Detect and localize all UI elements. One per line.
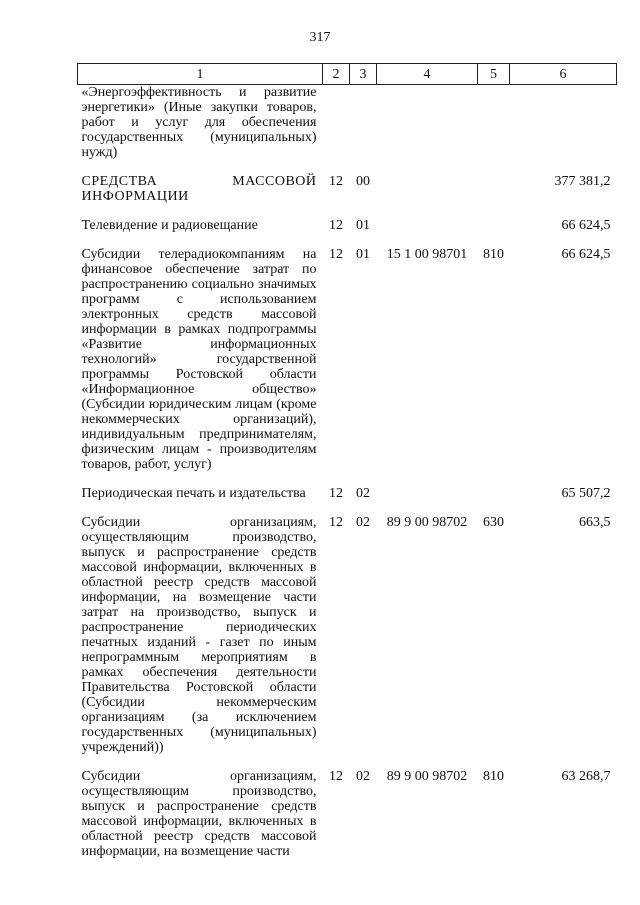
table-row: [78, 486, 617, 515]
row-name: СРЕДСТВА МАССОВОЙ ИНФОРМАЦИИ: [81, 174, 317, 204]
row-name: «Энергоэффективность и развитие энергетики» (Иные закупки товаров, работ и услуг для обеспечения государственных (муниципальных) нужд): [81, 85, 317, 160]
table-row: [78, 218, 617, 247]
row-subsection: 01: [356, 218, 370, 233]
table-row: [78, 85, 617, 175]
row-subsection: [350, 85, 377, 175]
column-header: 4: [377, 64, 478, 85]
row-sum: 663,5: [579, 515, 611, 530]
row-target-article: [377, 85, 478, 175]
row-section: 12: [329, 247, 343, 262]
row-expense-type: 810: [483, 247, 504, 262]
table-row: [78, 769, 617, 859]
row-expense-type: [478, 85, 510, 175]
row-name: Субсидии организациям, осуществляющим производство, выпуск и распространение средств массовой информации, включенных в областной реестр средств массовой информации, на возмещение части: [81, 769, 317, 859]
row-target-article: [377, 174, 478, 218]
table-header-row: [78, 64, 617, 85]
row-target-article: 15 1 00 98701: [386, 247, 468, 262]
row-expense-type: [478, 218, 510, 247]
row-expense-type: 630: [483, 515, 504, 530]
row-subsection: 02: [356, 515, 370, 530]
row-name: Субсидии телерадиокомпаниям на финансовое обеспечение затрат по распространению социально значимых программ с использованием электронных средств массовой информации в рамках подпрограммы «Развитие информационных технологий» государственной программы Ростовской области «Информационное общество» (Субсидии юридическим лицам (кроме некоммерческих организаций), индивидуальным предпринимателям, физическим лицам - производителям товаров, работ, услуг): [81, 247, 317, 472]
row-sum: 66 624,5: [561, 247, 611, 262]
row-section: 12: [329, 218, 343, 233]
page-number: 317: [309, 30, 331, 45]
row-name: Телевидение и радиовещание: [81, 218, 258, 233]
row-target-article: [377, 486, 478, 515]
row-section: 12: [329, 486, 343, 501]
row-subsection: 01: [356, 247, 370, 262]
column-header: 6: [510, 64, 617, 85]
row-target-article: 89 9 00 98702: [386, 515, 468, 530]
row-target-article: [377, 218, 478, 247]
row-subsection: 00: [356, 174, 370, 189]
row-section: 12: [329, 515, 343, 530]
row-section: [323, 85, 350, 175]
row-expense-type: 810: [483, 769, 504, 784]
column-header: 3: [350, 64, 377, 85]
row-sum: 63 268,7: [561, 769, 611, 784]
budget-table: [77, 63, 617, 859]
table-row: [78, 174, 617, 218]
row-section: 12: [329, 769, 343, 784]
row-sum: 66 624,5: [561, 218, 611, 233]
row-name: Субсидии организациям, осуществляющим производство, выпуск и распространение средств массовой информации, включенных в областной реестр средств массовой информации, на возмещение части затрат на производство, выпуск и распространение периодических печатных изданий - газет по иным непрограммным мероприятиям в рамках обеспечения деятельности Правительства Ростовской области (Субсидии некоммерческим организациям (за исключением государственных (муниципальных) учреждений)): [81, 515, 317, 755]
row-subsection: 02: [356, 769, 370, 784]
row-sum: 377 381,2: [554, 174, 611, 189]
column-header: 1: [78, 64, 323, 85]
row-target-article: 89 9 00 98702: [386, 769, 468, 784]
row-sum: [510, 85, 617, 175]
table-row: [78, 515, 617, 769]
row-subsection: 02: [356, 486, 370, 501]
row-section: 12: [329, 174, 343, 189]
row-name: Периодическая печать и издательства: [81, 486, 306, 501]
row-expense-type: [478, 486, 510, 515]
row-sum: 65 507,2: [561, 486, 611, 501]
row-expense-type: [478, 174, 510, 218]
column-header: 2: [323, 64, 350, 85]
column-header: 5: [478, 64, 510, 85]
table-row: [78, 247, 617, 486]
